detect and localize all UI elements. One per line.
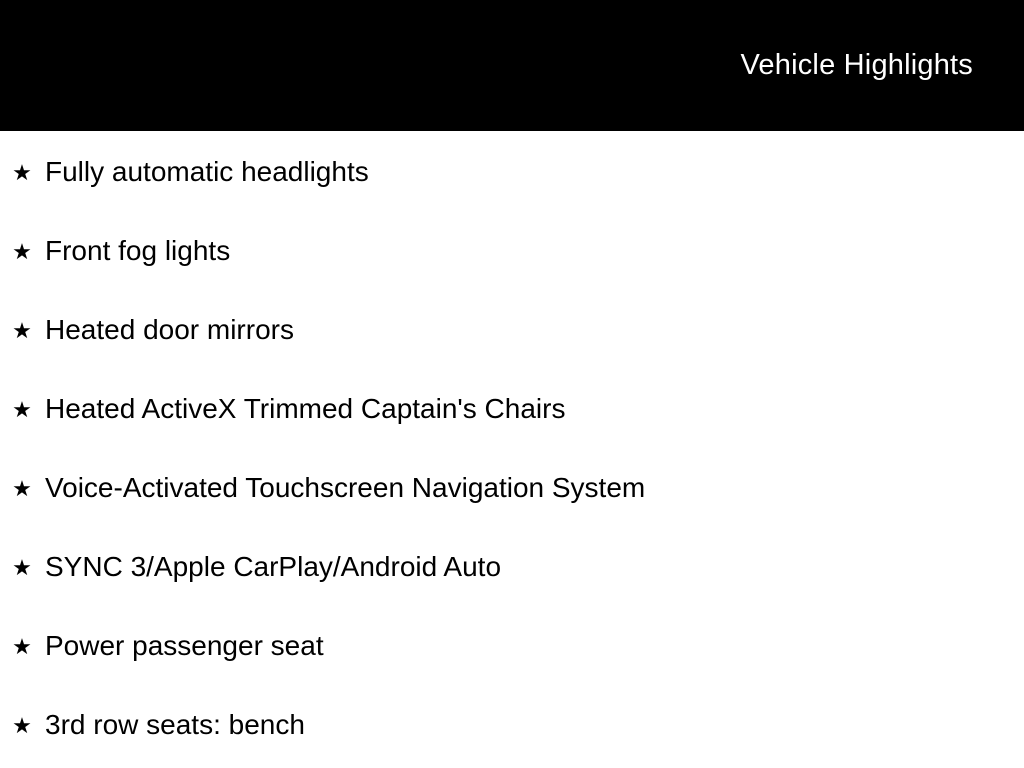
star-bullet-icon: ★ <box>12 475 32 501</box>
page-title: Vehicle Highlights <box>740 49 973 81</box>
list-item <box>0 686 1024 765</box>
highlight-label: Power passenger seat <box>45 630 324 662</box>
highlight-label: Front fog lights <box>45 235 231 267</box>
highlight-label: Voice-Activated Touchscreen Navigation System <box>45 472 646 504</box>
list-item <box>0 528 1024 607</box>
list-item <box>0 212 1024 291</box>
list-item <box>0 449 1024 528</box>
highlight-label: SYNC 3/Apple CarPlay/Android Auto <box>45 551 502 583</box>
star-bullet-icon: ★ <box>12 554 32 580</box>
vehicle-highlights-list <box>0 131 1024 765</box>
star-bullet-icon: ★ <box>12 317 32 343</box>
star-bullet-icon: ★ <box>12 633 32 659</box>
highlight-label: Fully automatic headlights <box>45 156 369 188</box>
list-item <box>0 607 1024 686</box>
star-bullet-icon: ★ <box>12 396 32 422</box>
list-item <box>0 133 1024 212</box>
header-bar <box>0 0 1024 131</box>
star-bullet-icon: ★ <box>12 712 32 738</box>
highlight-label: 3rd row seats: bench <box>45 709 305 741</box>
list-item <box>0 291 1024 370</box>
list-item <box>0 370 1024 449</box>
star-bullet-icon: ★ <box>12 159 32 185</box>
highlight-label: Heated ActiveX Trimmed Captain's Chairs <box>45 393 566 425</box>
highlight-label: Heated door mirrors <box>45 314 294 346</box>
star-bullet-icon: ★ <box>12 238 32 264</box>
vehicle-highlights-section <box>0 131 1024 765</box>
